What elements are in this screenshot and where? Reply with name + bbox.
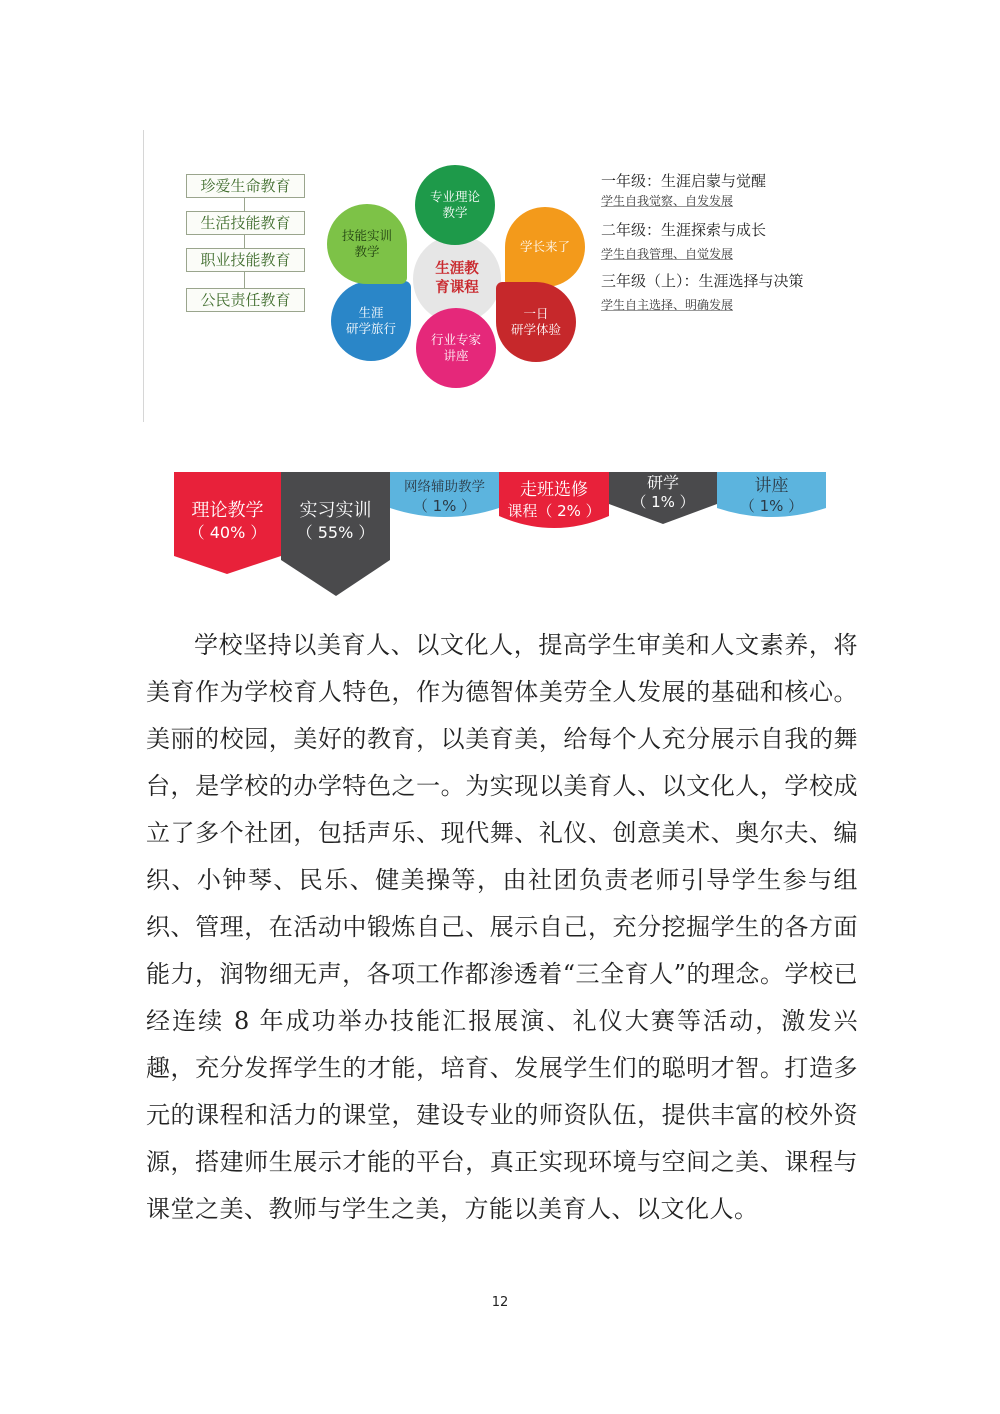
petal-expert-lecture-label: 行业专家 讲座 [430,332,481,363]
left-box-vocational: 职业技能教育 [186,248,305,272]
grade-2-title: 二年级：生涯探索与成长 [601,221,767,239]
ribbon-lecture [717,476,826,516]
petal-study-tour-label: 生涯 研学旅行 [345,305,396,336]
ribbon-online-line1: 网络辅助教学 [404,479,485,495]
ribbon-online [390,478,499,516]
ribbon-shapes [0,0,1000,620]
ribbon-research [609,473,717,512]
ribbon-lecture-line2: （ 1% ） [739,497,804,515]
ribbon-elective-line2: 课程（ 2% ） [507,502,601,520]
petal-theory-label: 专业理论 教学 [429,189,480,220]
ribbon-theory-line1: 理论教学 [191,500,264,521]
left-box-living-skills: 生活技能教育 [186,211,305,235]
petal-study-day-label: 一日 研学体验 [510,306,561,337]
left-box-life: 珍爱生命教育 [186,174,305,198]
petal-seniors-label: 学长来了 [519,239,570,254]
grade-3-sub: 学生自主选择、明确发展 [601,298,734,312]
ribbon-theory [174,500,281,544]
grade-1-sub: 学生自我觉察、自发发展 [601,194,734,208]
ribbon-lecture-line1: 讲座 [754,476,789,496]
ribbon-theory-line2: （ 40% ） [188,523,267,542]
ribbon-practice-line1: 实习实训 [299,500,372,521]
body-paragraph: 学校坚持以美育人、以文化人，提高学生审美和人文素养，将美育作为学校育人特色，作为德智体美劳全人发展的基础和核心。美丽的校园，美好的教育，以美育美，给每个人充分展示自我的舞台，是学校的办学特色之一。为实现以美育人、以文化人，学校成立了多个社团，包括声乐、现代舞、礼仪、创意美术、奥尔夫、编织、小钟琴、民乐、健美操等，由社团负责老师引导学生参与组织、管理，在活动中锻炼自己、展示自己，充分挖掘学生的各方面能力，润物细无声，各项工作都渗透着“三全育人”的理念。学校已经连续 8 年成功举办技能汇报展演、礼仪大赛等活动，激发兴趣，充分发挥学生的才能，培育、发展学生们的聪明才智。打造多元的课程和活力的课堂，建设专业的师资队伍，提供丰富的校外资源，搭建师生展示才能的平台，真正实现环境与空间之美、课程与课堂之美、教师与学生之美，方能以美育人、以文化人。 [146,631,858,1223]
grade-1-title: 一年级：生涯启蒙与觉醒 [601,172,767,190]
page-number: 12 [491,1295,509,1310]
ribbon-online-line2: （ 1% ） [412,497,477,515]
petal-skill-training-label: 技能实训 教学 [341,228,392,259]
ribbon-elective [499,480,609,522]
grade-3-title: 三年级（上）：生涯选择与决策 [601,272,804,290]
ribbon-elective-line1: 走班选修 [520,480,588,500]
center-label: 生涯教 育课程 [435,261,479,296]
left-box-citizen: 公民责任教育 [186,288,305,312]
grade-2-sub: 学生自我管理、自觉发展 [601,247,734,261]
ribbon-research-line1: 研学 [646,473,679,492]
ribbon-practice [281,500,390,544]
ribbon-research-line2: （ 1% ） [631,493,695,511]
ribbon-practice-line2: （ 55% ） [296,523,375,542]
